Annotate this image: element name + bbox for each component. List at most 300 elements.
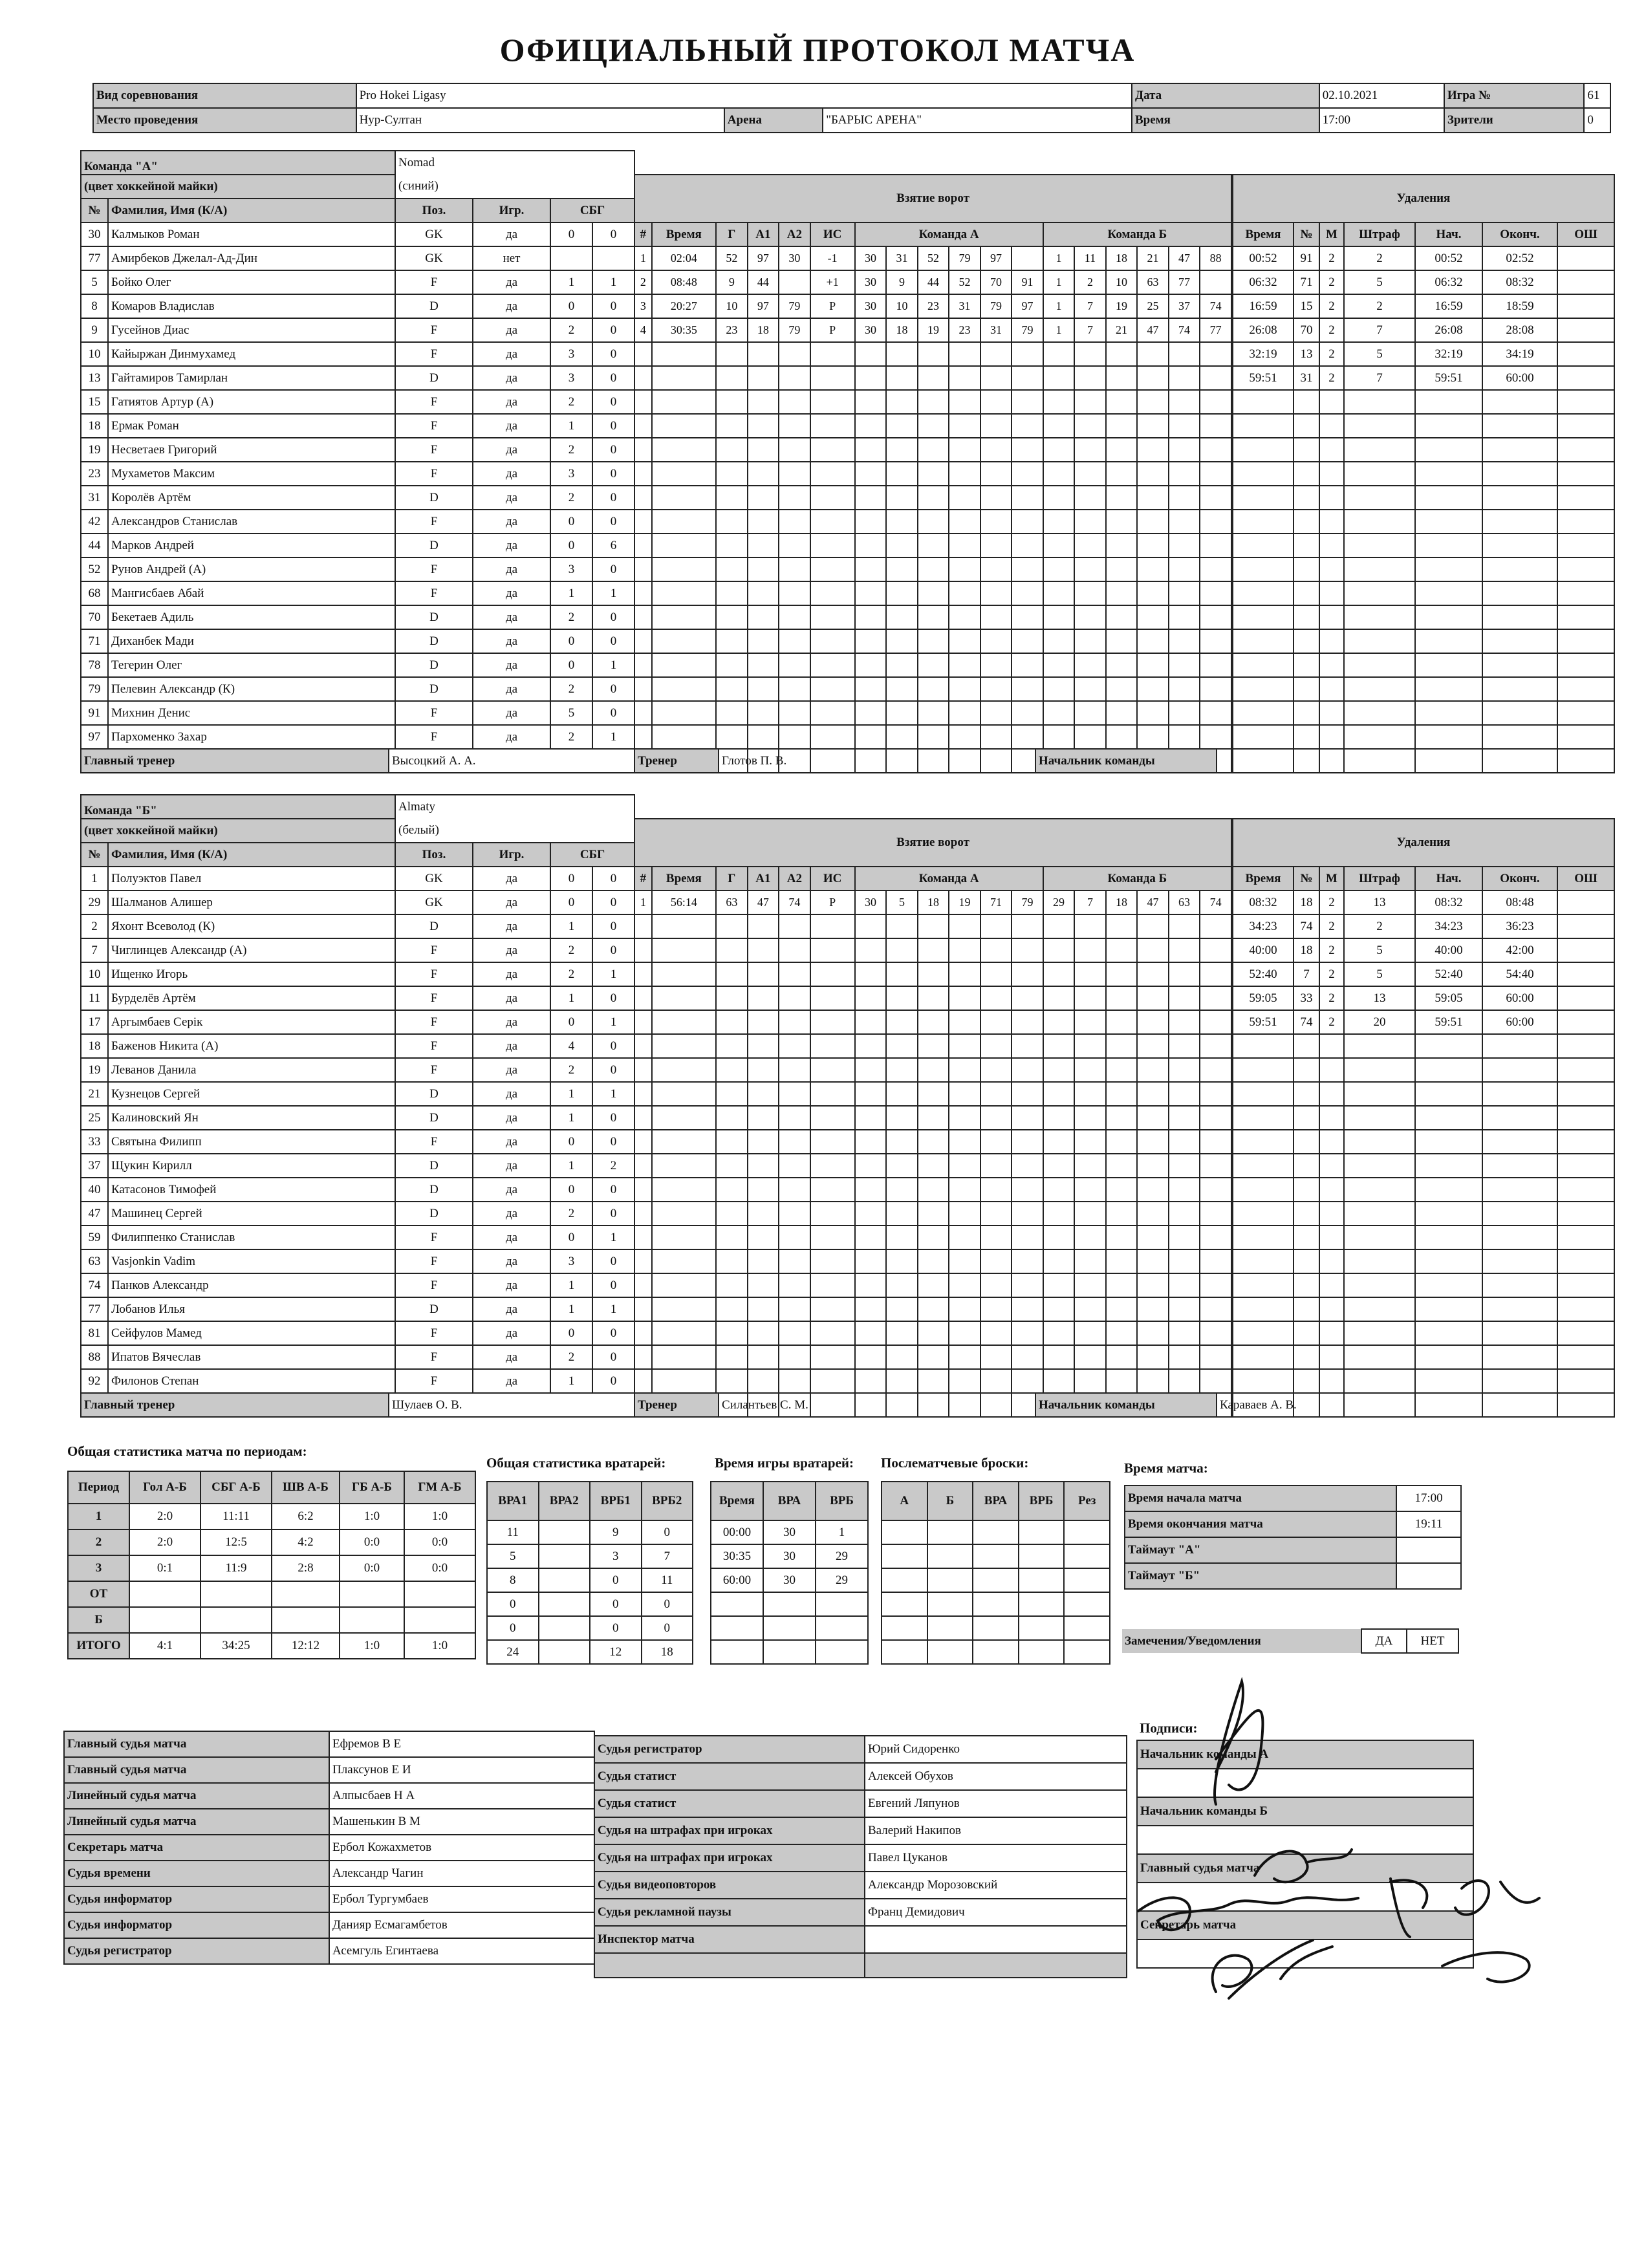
player-cell: 97 [81, 725, 108, 749]
goal-cell [1137, 366, 1169, 390]
col-p-end: Оконч. [1482, 867, 1557, 891]
goal-row [634, 962, 1231, 986]
player-cell: 0 [592, 1273, 634, 1297]
goal-cell [1106, 366, 1138, 390]
gk-cell: 9 [590, 1520, 642, 1544]
player-row [81, 222, 634, 246]
goal-cell [810, 1273, 855, 1297]
penalty-cell: 18:59 [1482, 294, 1557, 318]
goal-cell [1043, 1034, 1075, 1058]
goal-cell [634, 414, 652, 438]
goal-cell [886, 414, 918, 438]
period-cell: 1:0 [404, 1504, 475, 1529]
signature-label: Начальник команды А [1137, 1740, 1473, 1769]
goal-cell: 74 [1200, 294, 1231, 318]
player-cell: да [473, 318, 550, 342]
player-cell: Аргымбаев Серік [108, 1010, 395, 1034]
goal-cell [810, 510, 855, 534]
so-row [882, 1616, 1110, 1640]
player-cell: 2 [550, 938, 592, 962]
goal-cell [886, 462, 918, 486]
goal-cell [748, 1297, 779, 1321]
goal-cell [1043, 962, 1075, 986]
gk-cell [539, 1592, 590, 1616]
goal-row [634, 1273, 1231, 1297]
goal-cell [1074, 342, 1106, 366]
goal-cell [980, 677, 1012, 701]
goal-cell [748, 914, 779, 938]
goal-cell [634, 1249, 652, 1273]
goal-cell [949, 1345, 980, 1369]
player-cell: Гатиятов Артур (А) [108, 390, 395, 414]
goal-cell [1043, 342, 1075, 366]
gt-cell: 30 [763, 1544, 816, 1568]
goal-cell [1043, 653, 1075, 677]
goal-cell [1012, 1034, 1043, 1058]
goal-cell [949, 1297, 980, 1321]
goal-cell [855, 438, 887, 462]
penalty-cell [1294, 653, 1319, 677]
match-time-row [1125, 1511, 1461, 1537]
goal-cell [855, 366, 887, 390]
goal-row [634, 986, 1231, 1010]
mt-label: Таймаут "Б" [1125, 1563, 1396, 1589]
goal-cell [1106, 390, 1138, 414]
player-row [81, 534, 634, 557]
goal-cell [855, 510, 887, 534]
goal-cell [1169, 1226, 1200, 1249]
goal-cell [1200, 1106, 1231, 1130]
player-cell: да [473, 1130, 550, 1154]
player-row [81, 390, 634, 414]
goal-cell [716, 1010, 748, 1034]
player-cell: Диханбек Мади [108, 629, 395, 653]
goal-cell [1043, 1058, 1075, 1082]
gt-col: ВРА [763, 1482, 816, 1520]
goal-cell [855, 1297, 887, 1321]
goal-cell [1106, 534, 1138, 557]
player-cell: Чиглинцев Александр (А) [108, 938, 395, 962]
player-cell: да [473, 1082, 550, 1106]
mt-value: 17:00 [1396, 1485, 1461, 1511]
penalty-cell [1482, 1345, 1557, 1369]
goal-cell [1200, 1297, 1231, 1321]
goal-cell [810, 938, 855, 962]
goal-cell [980, 1249, 1012, 1273]
goal-row [634, 510, 1231, 534]
penalty-cell: 02:52 [1482, 246, 1557, 270]
goal-cell [810, 605, 855, 629]
penalty-cell [1294, 557, 1319, 581]
player-cell: F [395, 1058, 473, 1082]
goal-cell [886, 510, 918, 534]
goal-row [634, 629, 1231, 653]
gk-cell: 0 [487, 1592, 539, 1616]
penalty-cell [1344, 1345, 1415, 1369]
goal-cell [886, 486, 918, 510]
player-cell: да [473, 438, 550, 462]
goal-cell [980, 1130, 1012, 1154]
goal-cell [634, 1034, 652, 1058]
goal-cell [1106, 605, 1138, 629]
official-name: Евгений Ляпунов [865, 1790, 1127, 1817]
goal-cell [855, 629, 887, 653]
goal-cell: 19 [918, 318, 949, 342]
goal-cell [716, 1058, 748, 1082]
goal-cell [1200, 1130, 1231, 1154]
goal-cell [918, 390, 949, 414]
so-cell [1019, 1544, 1065, 1568]
goal-cell [949, 725, 980, 749]
goal-cell [949, 605, 980, 629]
period-cell: 0:0 [404, 1529, 475, 1555]
goal-cell [748, 486, 779, 510]
goal-cell: 52 [949, 270, 980, 294]
goal-cell: 79 [980, 294, 1012, 318]
player-cell: 0 [592, 938, 634, 962]
goal-cell [1137, 1058, 1169, 1082]
player-cell: 59 [81, 1226, 108, 1249]
goal-cell [1137, 557, 1169, 581]
player-cell: да [473, 725, 550, 749]
penalty-cell [1319, 1297, 1344, 1321]
goal-cell [1074, 725, 1106, 749]
signatures-table [1136, 1740, 1474, 1969]
goal-cell [652, 390, 716, 414]
goal-cell [1169, 653, 1200, 677]
goal-cell [1043, 1249, 1075, 1273]
notes-no[interactable]: НЕТ [1407, 1629, 1458, 1653]
penalty-cell [1294, 1369, 1319, 1393]
penalty-cell: 15 [1294, 294, 1319, 318]
penalty-cell [1415, 1034, 1482, 1058]
player-cell: 1 [550, 1369, 592, 1393]
goal-cell: 1 [634, 891, 652, 914]
player-cell: 21 [81, 1082, 108, 1106]
goal-cell [1137, 438, 1169, 462]
goal-cell [855, 701, 887, 725]
goal-cell [1169, 938, 1200, 962]
penalty-cell [1319, 1130, 1344, 1154]
player-cell: 18 [81, 1034, 108, 1058]
goal-cell [886, 986, 918, 1010]
goal-cell [1074, 1273, 1106, 1297]
player-cell: 92 [81, 1369, 108, 1393]
gk-cell: 8 [487, 1568, 539, 1592]
player-cell: 2 [550, 962, 592, 986]
player-cell: 68 [81, 581, 108, 605]
col-pos: Поз. [395, 843, 473, 867]
penalty-cell [1319, 1178, 1344, 1202]
gk-cell: 5 [487, 1544, 539, 1568]
so-col: А [882, 1482, 927, 1520]
goal-cell [855, 1010, 887, 1034]
goal-cell [886, 1202, 918, 1226]
penalty-cell [1319, 677, 1344, 701]
penalty-cell [1294, 1154, 1319, 1178]
player-row [81, 486, 634, 510]
player-row [81, 1154, 634, 1178]
goal-cell [1012, 605, 1043, 629]
player-cell: 33 [81, 1130, 108, 1154]
penalty-cell [1319, 725, 1344, 749]
player-cell: да [473, 294, 550, 318]
player-cell: Щукин Кирилл [108, 1154, 395, 1178]
player-row [81, 1130, 634, 1154]
player-cell: 3 [550, 557, 592, 581]
player-cell: 42 [81, 510, 108, 534]
goal-cell [1074, 462, 1106, 486]
player-row [81, 701, 634, 725]
player-cell: 0 [592, 1249, 634, 1273]
official-name: Плаксунов Е И [329, 1757, 594, 1783]
player-cell: F [395, 1273, 473, 1297]
player-cell: да [473, 986, 550, 1010]
penalty-row [1233, 438, 1614, 462]
player-cell: 1 [550, 581, 592, 605]
goal-cell [949, 1321, 980, 1345]
goal-cell: 1 [1043, 294, 1075, 318]
arena-label: Арена [724, 108, 823, 133]
goal-cell [748, 725, 779, 749]
goal-cell [652, 1082, 716, 1106]
goal-cell [1106, 1369, 1138, 1393]
goal-cell [748, 462, 779, 486]
penalty-cell [1319, 1345, 1344, 1369]
shootout-table [881, 1481, 1110, 1665]
goal-cell [634, 653, 652, 677]
player-cell: 23 [81, 462, 108, 486]
official-name: Франц Демидович [865, 1899, 1127, 1926]
goal-row [634, 653, 1231, 677]
goal-cell [810, 914, 855, 938]
official-role: Судья статист [594, 1763, 865, 1790]
goal-cell [634, 1130, 652, 1154]
goal-cell [652, 914, 716, 938]
goal-cell [716, 557, 748, 581]
gk-cell [539, 1640, 590, 1664]
player-cell: 2 [550, 605, 592, 629]
goal-cell [810, 486, 855, 510]
penalty-cell [1344, 510, 1415, 534]
goal-cell [918, 438, 949, 462]
goal-cell [716, 1034, 748, 1058]
player-cell: D [395, 534, 473, 557]
player-cell: 0 [550, 1178, 592, 1202]
goal-cell [1137, 1249, 1169, 1273]
goal-cell [1074, 653, 1106, 677]
player-cell: 0 [592, 891, 634, 914]
goal-cell [1012, 1130, 1043, 1154]
goal-cell [1169, 486, 1200, 510]
goal-cell [1137, 1130, 1169, 1154]
goal-cell [1074, 390, 1106, 414]
goal-cell [748, 605, 779, 629]
period-cell: 1 [68, 1504, 129, 1529]
player-cell: Полуэктов Павел [108, 867, 395, 891]
goal-cell: 02:04 [652, 246, 716, 270]
period-cell: 12:12 [272, 1633, 340, 1659]
goal-cell [886, 1249, 918, 1273]
penalty-row [1233, 1130, 1614, 1154]
penalty-cell: 18 [1294, 891, 1319, 914]
goal-cell: 18 [886, 318, 918, 342]
penalty-cell [1344, 1226, 1415, 1249]
penalty-row [1233, 1297, 1614, 1321]
player-row [81, 1010, 634, 1034]
goal-cell: 47 [1137, 891, 1169, 914]
penalty-cell [1294, 486, 1319, 510]
period-col: ШВ А-Б [272, 1471, 340, 1504]
coach-label: Главный тренер [81, 749, 389, 773]
col-g: Г [716, 867, 748, 891]
goal-cell [748, 1273, 779, 1297]
penalty-cell [1319, 486, 1344, 510]
goal-cell [980, 1226, 1012, 1249]
goal-cell [716, 1345, 748, 1369]
goal-cell: 18 [748, 318, 779, 342]
goal-cell [716, 510, 748, 534]
goal-cell: 1 [1043, 270, 1075, 294]
player-cell: 0 [550, 294, 592, 318]
player-cell: 2 [550, 438, 592, 462]
col-p-fine: Штраф [1344, 222, 1415, 246]
player-cell: F [395, 510, 473, 534]
goal-cell [1012, 1178, 1043, 1202]
player-cell: Панков Александр [108, 1273, 395, 1297]
penalty-cell [1344, 677, 1415, 701]
penalty-cell [1482, 390, 1557, 414]
so-cell [973, 1616, 1019, 1640]
goal-row [634, 1058, 1231, 1082]
signature-field [1137, 1939, 1473, 1968]
so-cell [882, 1520, 927, 1544]
official-row [594, 1899, 1127, 1926]
goal-cell [716, 1178, 748, 1202]
goal-cell [855, 1130, 887, 1154]
penalty-row [1233, 1106, 1614, 1130]
goal-cell [1106, 1321, 1138, 1345]
goal-cell [652, 414, 716, 438]
goal-cell [1043, 1010, 1075, 1034]
signature-field [1137, 1826, 1473, 1854]
goal-cell [886, 581, 918, 605]
gt-cell [816, 1592, 868, 1616]
goal-cell [716, 581, 748, 605]
goal-cell [1137, 701, 1169, 725]
so-row [882, 1544, 1110, 1568]
penalty-cell [1557, 1249, 1614, 1273]
penalty-cell [1482, 1106, 1557, 1130]
signature-row [1137, 1854, 1473, 1883]
goal-cell [980, 486, 1012, 510]
goal-cell [1074, 629, 1106, 653]
player-cell: 2 [550, 725, 592, 749]
player-row [81, 605, 634, 629]
goal-cell [918, 1369, 949, 1393]
penalty-cell [1344, 1082, 1415, 1106]
goal-cell [980, 1154, 1012, 1178]
gt-cell: 30:35 [711, 1544, 763, 1568]
col-igr: Игр. [473, 843, 550, 867]
penalty-cell [1482, 438, 1557, 462]
goal-cell [779, 390, 810, 414]
goal-cell [918, 1082, 949, 1106]
goal-cell [855, 1058, 887, 1082]
player-cell: да [473, 938, 550, 962]
goal-cell [748, 414, 779, 438]
goal-cell [980, 986, 1012, 1010]
goal-cell [1200, 914, 1231, 938]
player-cell: да [473, 557, 550, 581]
penalty-cell: 16:59 [1415, 294, 1482, 318]
penalty-cell [1319, 510, 1344, 534]
goal-cell [1043, 1106, 1075, 1130]
player-cell: 3 [550, 1249, 592, 1273]
col-is: ИС [810, 867, 855, 891]
goal-cell [855, 914, 887, 938]
goal-cell [918, 1273, 949, 1297]
penalty-cell [1294, 438, 1319, 462]
player-cell: да [473, 629, 550, 653]
player-row [81, 986, 634, 1010]
player-row [81, 510, 634, 534]
penalty-row [1233, 986, 1614, 1010]
so-cell [882, 1640, 927, 1664]
goal-cell [1137, 914, 1169, 938]
player-row [81, 342, 634, 366]
goal-cell [779, 962, 810, 986]
col-team-b: Команда Б [1043, 867, 1231, 891]
goal-cell [748, 1082, 779, 1106]
player-cell: 0 [592, 1106, 634, 1130]
player-cell: 2 [550, 390, 592, 414]
penalty-cell [1319, 534, 1344, 557]
match-time-table [1124, 1485, 1462, 1590]
penalty-cell [1294, 414, 1319, 438]
player-cell: да [473, 342, 550, 366]
player-cell: 0 [550, 222, 592, 246]
penalty-cell [1319, 1369, 1344, 1393]
period-cell: 1:0 [404, 1633, 475, 1659]
goal-cell [779, 462, 810, 486]
player-row [81, 677, 634, 701]
penalty-cell [1557, 534, 1614, 557]
goal-cell [634, 1297, 652, 1321]
goal-cell [1074, 914, 1106, 938]
goal-cell [1200, 486, 1231, 510]
notes-yes[interactable]: ДА [1361, 1629, 1407, 1653]
goal-cell [1043, 438, 1075, 462]
goal-cell: 44 [748, 270, 779, 294]
goal-cell [748, 534, 779, 557]
gk-cell [539, 1616, 590, 1640]
goal-row [634, 605, 1231, 629]
player-row [81, 1321, 634, 1345]
goal-cell [810, 438, 855, 462]
period-cell [404, 1607, 475, 1633]
goal-cell [1074, 1058, 1106, 1082]
tB-penalties-table [1232, 818, 1615, 1418]
col-sbg: СБГ [550, 199, 634, 222]
goal-cell [748, 677, 779, 701]
goal-cell [1074, 1202, 1106, 1226]
goal-cell: 2 [1074, 270, 1106, 294]
penalty-cell [1415, 486, 1482, 510]
goal-cell [779, 1226, 810, 1249]
gk-cell: 7 [642, 1544, 693, 1568]
goal-cell [980, 962, 1012, 986]
